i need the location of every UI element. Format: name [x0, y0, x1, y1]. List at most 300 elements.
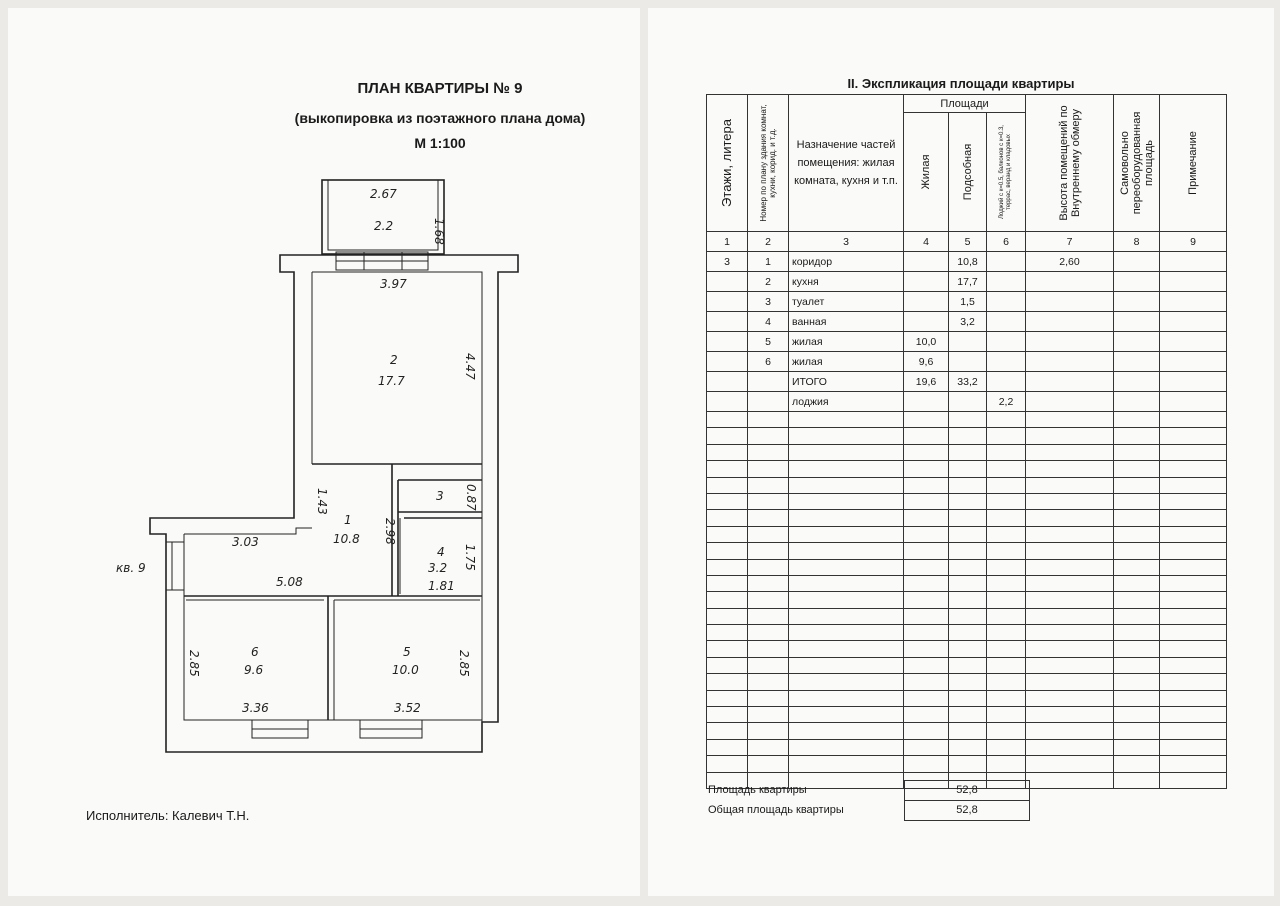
total-row: [706, 780, 1036, 800]
header-loggia: Лоджий с к=0.5, балконов с к=0.3, террас, веранд и кладовых: [987, 113, 1026, 232]
table-cell: [789, 608, 904, 624]
table-cell: [1160, 526, 1227, 542]
table-cell: [987, 252, 1026, 272]
header-areas: Площади: [904, 95, 1026, 113]
table-cell: [987, 292, 1026, 312]
table-cell: 1,5: [949, 292, 987, 312]
table-cell: [949, 477, 987, 493]
dim-room6-depth: 2.85: [187, 650, 201, 677]
table-cell: [1114, 690, 1160, 706]
table-cell: [949, 392, 987, 412]
table-cell: [707, 332, 748, 352]
table-cell: [1114, 674, 1160, 690]
table-cell: [707, 493, 748, 509]
empty-row: [707, 412, 1227, 428]
table-cell: [904, 392, 949, 412]
toilet-number: 3: [436, 489, 444, 503]
table-cell: [1160, 543, 1227, 559]
table-cell: [748, 477, 789, 493]
table-cell: [904, 739, 949, 755]
table-cell: [1114, 392, 1160, 412]
table-cell: [748, 372, 789, 392]
table-cell: [748, 739, 789, 755]
table-cell: [1114, 352, 1160, 372]
table-cell: [904, 657, 949, 673]
table-cell: [1160, 707, 1227, 723]
table-cell: [987, 723, 1026, 739]
empty-row: [707, 739, 1227, 755]
table-cell: [789, 543, 904, 559]
table-cell: [949, 332, 987, 352]
table-cell: [707, 707, 748, 723]
table-cell: [1114, 756, 1160, 772]
table-cell: 9,6: [904, 352, 949, 372]
table-cell: [748, 674, 789, 690]
table-cell: [987, 312, 1026, 332]
table-cell: [987, 625, 1026, 641]
table-cell: [904, 674, 949, 690]
table-cell: [949, 510, 987, 526]
table-cell: [1026, 674, 1114, 690]
table-cell: [949, 559, 987, 575]
table-cell: [1026, 559, 1114, 575]
table-cell: [748, 559, 789, 575]
table-cell: [789, 493, 904, 509]
table-cell: [707, 392, 748, 412]
table-cell: [904, 252, 949, 272]
table-cell: [904, 272, 949, 292]
table-cell: [1114, 428, 1160, 444]
table-cell: [1026, 477, 1114, 493]
table-cell: [707, 543, 748, 559]
empty-row: [707, 477, 1227, 493]
table-cell: [707, 625, 748, 641]
plan-subtitle: (выкопировка из поэтажного плана дома): [294, 110, 586, 126]
table-cell: [789, 428, 904, 444]
column-number-row: 1 2 3 4 5 6 7 8 9: [707, 232, 1227, 252]
empty-row: [707, 641, 1227, 657]
table-cell: [707, 756, 748, 772]
table-cell: [949, 608, 987, 624]
empty-row: [707, 625, 1227, 641]
table-cell: [987, 510, 1026, 526]
table-cell: [987, 756, 1026, 772]
table-cell: [1114, 707, 1160, 723]
dim-kitchen-length: 4.47: [463, 353, 477, 380]
table-cell: [987, 477, 1026, 493]
table-cell: [707, 477, 748, 493]
table-cell: лоджия: [789, 392, 904, 412]
dim-toilet-depth: 0.87: [464, 484, 478, 511]
table-cell: [1026, 756, 1114, 772]
table-cell: [789, 674, 904, 690]
table-cell: [1026, 461, 1114, 477]
table-cell: [1160, 412, 1227, 428]
table-cell: [707, 292, 748, 312]
table-cell: [1026, 707, 1114, 723]
table-cell: [987, 461, 1026, 477]
table-cell: [1026, 332, 1114, 352]
table-cell: [748, 392, 789, 412]
table-cell: [1114, 312, 1160, 332]
table-cell: [987, 641, 1026, 657]
table-cell: [789, 575, 904, 591]
table-cell: [987, 657, 1026, 673]
table-cell: [1114, 723, 1160, 739]
table-cell: [748, 690, 789, 706]
table-cell: [1160, 641, 1227, 657]
table-cell: [789, 526, 904, 542]
table-cell: [904, 412, 949, 428]
table-cell: [748, 575, 789, 591]
table-cell: кухня: [789, 272, 904, 292]
total-label: Площадь квартиры: [708, 784, 807, 796]
table-cell: [904, 428, 949, 444]
table-cell: [904, 625, 949, 641]
table-cell: [1160, 392, 1227, 412]
bath-number: 4: [437, 545, 445, 559]
table-cell: [949, 739, 987, 755]
total-row: [706, 800, 1036, 820]
dim-bath-width: 1.81: [428, 579, 455, 593]
empty-row: [707, 493, 1227, 509]
table-row: [707, 332, 1227, 352]
table-cell: 19,6: [904, 372, 949, 392]
empty-row: [707, 723, 1227, 739]
dim-corridor-width: 3.03: [232, 535, 259, 549]
empty-row: [707, 592, 1227, 608]
table-cell: [748, 461, 789, 477]
table-cell: [707, 312, 748, 332]
table-cell: [707, 674, 748, 690]
corridor-area: 10.8: [333, 532, 360, 546]
table-cell: [904, 312, 949, 332]
table-cell: [1160, 292, 1227, 312]
table-cell: [748, 526, 789, 542]
total-label: Общая площадь квартиры: [708, 804, 844, 816]
explication-title: II. Экспликация площади квартиры: [847, 76, 1075, 91]
table-cell: [949, 444, 987, 460]
table-cell: [904, 559, 949, 575]
table-cell: [1026, 543, 1114, 559]
table-cell: [1114, 461, 1160, 477]
table-row: [707, 272, 1227, 292]
table-cell: [1160, 608, 1227, 624]
total-value: 52,8: [904, 800, 1030, 821]
table-cell: [1160, 592, 1227, 608]
table-cell: [904, 493, 949, 509]
table-cell: [949, 493, 987, 509]
table-cell: [1160, 756, 1227, 772]
table-cell: [707, 352, 748, 372]
empty-row: [707, 461, 1227, 477]
table-cell: [748, 657, 789, 673]
table-cell: [949, 657, 987, 673]
table-cell: [904, 756, 949, 772]
table-cell: [1114, 543, 1160, 559]
dim-corridor-upper: 1.43: [315, 488, 329, 515]
dim-corridor-length: 5.08: [276, 575, 303, 589]
table-cell: 5: [748, 332, 789, 352]
table-cell: [1114, 625, 1160, 641]
dim-loggia-depth: 1.68: [432, 218, 446, 245]
table-cell: [904, 444, 949, 460]
table-cell: [904, 461, 949, 477]
table-cell: [1160, 575, 1227, 591]
entrance-door: [166, 542, 184, 590]
table-cell: [904, 543, 949, 559]
table-row: [707, 352, 1227, 372]
empty-row: [707, 428, 1227, 444]
table-cell: [1026, 657, 1114, 673]
table-cell: [904, 707, 949, 723]
header-number: Номер по плану здания комнат, кухни, корид. и т.д.: [748, 95, 789, 232]
table-cell: [748, 510, 789, 526]
table-cell: [748, 543, 789, 559]
table-cell: [949, 625, 987, 641]
table-cell: [789, 723, 904, 739]
table-cell: 33,2: [949, 372, 987, 392]
table-cell: [1114, 493, 1160, 509]
table-cell: [1026, 625, 1114, 641]
kitchen-area: 17.7: [378, 374, 405, 388]
table-cell: [987, 739, 1026, 755]
dim-room5-width: 3.52: [394, 701, 421, 715]
table-cell: [707, 559, 748, 575]
table-cell: [987, 352, 1026, 372]
table-row: [707, 392, 1227, 412]
table-cell: [707, 575, 748, 591]
table-cell: [789, 444, 904, 460]
table-cell: [789, 739, 904, 755]
table-cell: 3: [707, 252, 748, 272]
table-cell: [949, 412, 987, 428]
corridor-number: 1: [344, 513, 352, 527]
table-cell: [789, 477, 904, 493]
table-cell: [1026, 690, 1114, 706]
table-cell: [1160, 559, 1227, 575]
table-cell: [748, 444, 789, 460]
table-cell: [1026, 739, 1114, 755]
header-purpose: Назначение частей помещения: жилая комната, кухня и т.п.: [789, 95, 904, 232]
table-cell: [1114, 641, 1160, 657]
table-cell: [904, 575, 949, 591]
table-cell: [1114, 477, 1160, 493]
table-cell: [904, 690, 949, 706]
table-cell: [987, 412, 1026, 428]
table-cell: [1114, 559, 1160, 575]
header-floors: Этажи, литера: [707, 95, 748, 232]
dim-bath-depth: 1.75: [463, 544, 477, 571]
table-cell: [949, 756, 987, 772]
table-cell: 6: [748, 352, 789, 372]
table-cell: [1026, 312, 1114, 332]
table-cell: [949, 674, 987, 690]
table-row: [707, 292, 1227, 312]
table-cell: [949, 592, 987, 608]
room5-area: 10.0: [392, 663, 419, 677]
table-cell: [987, 575, 1026, 591]
table-cell: [1114, 526, 1160, 542]
header-auxiliary: Подсобная: [949, 113, 987, 232]
table-cell: [904, 477, 949, 493]
table-cell: [1026, 575, 1114, 591]
table-cell: 2,60: [1026, 252, 1114, 272]
table-cell: [1114, 772, 1160, 788]
table-cell: [904, 510, 949, 526]
executor-label: Исполнитель: Калевич Т.Н.: [86, 808, 250, 823]
header-height: Высота помещений по Внутреннему обмеру: [1026, 95, 1114, 232]
table-cell: ванная: [789, 312, 904, 332]
table-cell: [707, 641, 748, 657]
table-cell: [987, 690, 1026, 706]
table-cell: [987, 592, 1026, 608]
plan-scale: М 1:100: [414, 135, 466, 151]
table-cell: [987, 272, 1026, 292]
table-cell: [707, 412, 748, 428]
table-cell: [707, 461, 748, 477]
dim-loggia-width: 2.67: [370, 187, 397, 201]
table-cell: 3,2: [949, 312, 987, 332]
table-cell: [987, 332, 1026, 352]
table-cell: [1026, 428, 1114, 444]
table-cell: [748, 756, 789, 772]
table-cell: [1026, 510, 1114, 526]
room5-number: 5: [403, 645, 411, 659]
table-cell: [789, 641, 904, 657]
table-cell: 17,7: [949, 272, 987, 292]
table-cell: [748, 428, 789, 444]
table-cell: [1160, 657, 1227, 673]
table-cell: [949, 526, 987, 542]
table-cell: [987, 559, 1026, 575]
table-cell: [748, 641, 789, 657]
room6-number: 6: [251, 645, 259, 659]
table-cell: [748, 723, 789, 739]
table-cell: [987, 674, 1026, 690]
table-cell: [1160, 690, 1227, 706]
table-cell: [1026, 723, 1114, 739]
table-cell: [949, 428, 987, 444]
table-cell: [707, 739, 748, 755]
table-cell: [748, 412, 789, 428]
table-cell: [707, 510, 748, 526]
table-cell: [789, 625, 904, 641]
table-cell: [987, 428, 1026, 444]
table-cell: [949, 543, 987, 559]
table-cell: [1026, 641, 1114, 657]
table-cell: [1114, 608, 1160, 624]
table-cell: [904, 723, 949, 739]
table-cell: [707, 690, 748, 706]
table-cell: [789, 559, 904, 575]
table-cell: [1160, 312, 1227, 332]
table-cell: [1026, 412, 1114, 428]
table-cell: [1114, 372, 1160, 392]
table-cell: [1160, 252, 1227, 272]
table-cell: [748, 625, 789, 641]
dim-loggia-area: 2.2: [374, 219, 394, 233]
table-cell: [987, 526, 1026, 542]
table-row: [707, 312, 1227, 332]
table-cell: [1114, 592, 1160, 608]
table-cell: [949, 707, 987, 723]
table-cell: [707, 428, 748, 444]
table-cell: 4: [748, 312, 789, 332]
empty-row: [707, 690, 1227, 706]
table-cell: [1026, 608, 1114, 624]
table-cell: [1026, 372, 1114, 392]
table-cell: [707, 592, 748, 608]
table-cell: [1114, 412, 1160, 428]
table-cell: [987, 372, 1026, 392]
empty-row: [707, 657, 1227, 673]
table-cell: [789, 510, 904, 526]
table-cell: [1026, 526, 1114, 542]
table-cell: [904, 526, 949, 542]
table-cell: [789, 707, 904, 723]
table-cell: [1114, 575, 1160, 591]
table-cell: [904, 592, 949, 608]
table-cell: [748, 608, 789, 624]
empty-row: [707, 543, 1227, 559]
table-cell: [1114, 292, 1160, 312]
table-cell: 3: [748, 292, 789, 312]
table-cell: [904, 608, 949, 624]
table-cell: [707, 526, 748, 542]
table-cell: [1114, 444, 1160, 460]
table-cell: [1160, 444, 1227, 460]
table-cell: [707, 444, 748, 460]
explication-table: [706, 94, 1227, 789]
table-cell: 1: [748, 252, 789, 272]
table-cell: [949, 641, 987, 657]
table-cell: [707, 723, 748, 739]
table-cell: [1160, 625, 1227, 641]
empty-row: [707, 756, 1227, 772]
table-cell: [987, 444, 1026, 460]
table-cell: [789, 756, 904, 772]
table-cell: [789, 657, 904, 673]
table-cell: [1160, 723, 1227, 739]
table-cell: [1114, 252, 1160, 272]
table-cell: [949, 575, 987, 591]
empty-row: [707, 707, 1227, 723]
dim-corridor-height: 2.98: [383, 518, 397, 545]
table-cell: [1026, 592, 1114, 608]
table-cell: [1160, 772, 1227, 788]
bath-area: 3.2: [428, 561, 448, 575]
dim-room5-depth: 2.85: [457, 650, 471, 677]
table-cell: [1160, 428, 1227, 444]
table-cell: [949, 723, 987, 739]
kitchen-number: 2: [390, 353, 398, 367]
header-living: Жилая: [904, 113, 949, 232]
table-cell: [707, 657, 748, 673]
table-cell: туалет: [789, 292, 904, 312]
table-cell: [987, 493, 1026, 509]
table-cell: 10,0: [904, 332, 949, 352]
table-cell: [1026, 444, 1114, 460]
table-cell: [748, 707, 789, 723]
table-cell: ИТОГО: [789, 372, 904, 392]
table-cell: [1160, 272, 1227, 292]
empty-row: [707, 674, 1227, 690]
table-cell: [1160, 461, 1227, 477]
table-cell: [1114, 272, 1160, 292]
table-cell: [707, 372, 748, 392]
empty-row: [707, 608, 1227, 624]
